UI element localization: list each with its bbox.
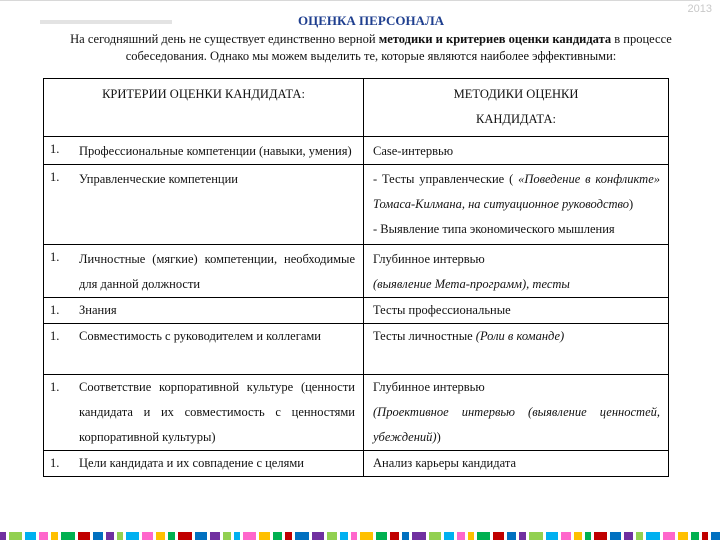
stripe-segment (210, 532, 220, 540)
stripe-segment (126, 532, 139, 540)
row-number: 1. (50, 250, 60, 264)
stripe-segment (259, 532, 270, 540)
table-row (44, 298, 669, 324)
criterion-text: Цели кандидата и их совпадение с целями (79, 456, 304, 470)
stripe-segment (243, 532, 256, 540)
stripe-segment (106, 532, 114, 540)
header-methods: МЕТОДИКИ ОЦЕНКИ КАНДИДАТА: (364, 79, 669, 137)
stripe-segment (295, 532, 309, 540)
table-row (44, 324, 669, 375)
criterion-text: Профессиональные компетенции (навыки, умения) (79, 144, 352, 158)
stripe-segment (285, 532, 292, 540)
stripe-segment (39, 532, 48, 540)
stripe-segment (78, 532, 90, 540)
stripe-segment (61, 532, 75, 540)
table-row (44, 137, 669, 165)
stripe-segment (156, 532, 165, 540)
intro-text-2: в процессе собеседования. Однако мы можем выделить те, которые являются наиболее эффективными: (125, 32, 672, 63)
method-text: Тесты профессиональные (373, 303, 511, 317)
row-number: 1. (50, 170, 60, 184)
stripe-segment (444, 532, 454, 540)
method-text: Глубинное интервью (373, 252, 485, 266)
stripe-segment (312, 532, 324, 540)
table-row (44, 245, 669, 298)
stripe-segment (702, 532, 708, 540)
stripe-segment (234, 532, 240, 540)
stripe-segment (585, 532, 591, 540)
table-row (44, 451, 669, 477)
stripe-segment (195, 532, 207, 540)
stripe-segment (691, 532, 699, 540)
criterion-text: Управленческие компетенции (79, 172, 238, 186)
method-text: Тесты личностные (373, 329, 476, 343)
stripe-segment (561, 532, 571, 540)
stripe-segment (376, 532, 387, 540)
stripe-segment (594, 532, 607, 540)
stripe-segment (477, 532, 490, 540)
method-italic-text: «Поведение в конфликте» Томаса-Килмана, на ситуационное руководство (373, 172, 660, 211)
intro-bold-text: методики и критериев оценки кандидата (378, 32, 612, 46)
stripe-segment (117, 532, 123, 540)
stripe-segment (390, 532, 399, 540)
stripe-segment (678, 532, 688, 540)
intro-paragraph (30, 31, 712, 65)
stripe-segment (93, 532, 103, 540)
method-text: Анализ карьеры кандидата (373, 456, 516, 470)
method-italic-text: (Проективное интервью (выявление ценностей, убеждений) (373, 405, 660, 444)
stripe-segment (429, 532, 441, 540)
method-text: Case-интервью (373, 144, 454, 158)
stripe-segment (273, 532, 282, 540)
method-italic-text: (выявление Мета-программ), тесты (373, 277, 570, 291)
stripe-segment (711, 532, 720, 540)
stripe-segment (624, 532, 633, 540)
stripe-segment (493, 532, 504, 540)
row-number: 1. (50, 456, 60, 470)
stripe-segment (402, 532, 409, 540)
stripe-segment (546, 532, 558, 540)
row-number: 1. (50, 329, 60, 343)
stripe-segment (223, 532, 231, 540)
criterion-text: Знания (79, 303, 117, 317)
header-criteria: КРИТЕРИИ ОЦЕНКИ КАНДИДАТА: (44, 79, 364, 137)
stripe-segment (646, 532, 660, 540)
criterion-text: Личностные (мягкие) компетенции, необходимые для данной должности (79, 252, 355, 291)
stripe-segment (468, 532, 474, 540)
page-title: ОЦЕНКА ПЕРСОНАЛА (297, 13, 445, 28)
table-row: 1. Соответствие корпоративной культуре (ценности кандидата и их совместимость с ценностями корпоративной культуры) Глубинное интервью (Проективное интервью (выявление ценностей, убеждений)) (44, 375, 669, 451)
stripe-segment (457, 532, 465, 540)
intro-text-1: На сегодняшний день не существует единственно верной (70, 32, 379, 46)
criterion-text: Совместимость с руководителем и коллегами (79, 329, 321, 343)
stripe-segment (360, 532, 373, 540)
stripe-segment (610, 532, 621, 540)
stripe-segment (519, 532, 526, 540)
stripe-segment (51, 532, 58, 540)
row-number: 1. (50, 380, 60, 394)
stripe-segment (529, 532, 543, 540)
decorative-stripe (0, 532, 720, 540)
row-number: 1. (50, 303, 60, 317)
method-text: - Тесты управленческие ( «Поведение в конфликте» Томаса-Килмана, на ситуационное руководство) (373, 172, 660, 211)
table-header-row (44, 79, 669, 137)
top-rule (0, 0, 700, 1)
stripe-segment (636, 532, 643, 540)
stripe-segment (168, 532, 175, 540)
method-text: Глубинное интервью (373, 380, 485, 394)
method-italic-text: (Роли в команде) (475, 329, 565, 343)
page-number: 2013 (687, 3, 712, 15)
stripe-segment (574, 532, 582, 540)
stripe-segment (412, 532, 426, 540)
table-row (44, 165, 669, 245)
row-number: 1. (50, 142, 60, 156)
stripe-segment (507, 532, 516, 540)
stripe-segment (351, 532, 357, 540)
method-text-2: - Выявление типа экономического мышления (373, 222, 615, 236)
assessment-table (43, 78, 669, 477)
stripe-segment (0, 532, 6, 540)
stripe-segment (9, 532, 22, 540)
stripe-segment (25, 532, 36, 540)
criterion-text: Соответствие корпоративной культуре (ценности кандидата и их совместимость с ценностями корпоративной культуры) (79, 380, 355, 444)
stripe-segment (663, 532, 675, 540)
stripe-segment (340, 532, 348, 540)
stripe-segment (327, 532, 337, 540)
stripe-segment (142, 532, 153, 540)
stripe-segment (178, 532, 192, 540)
